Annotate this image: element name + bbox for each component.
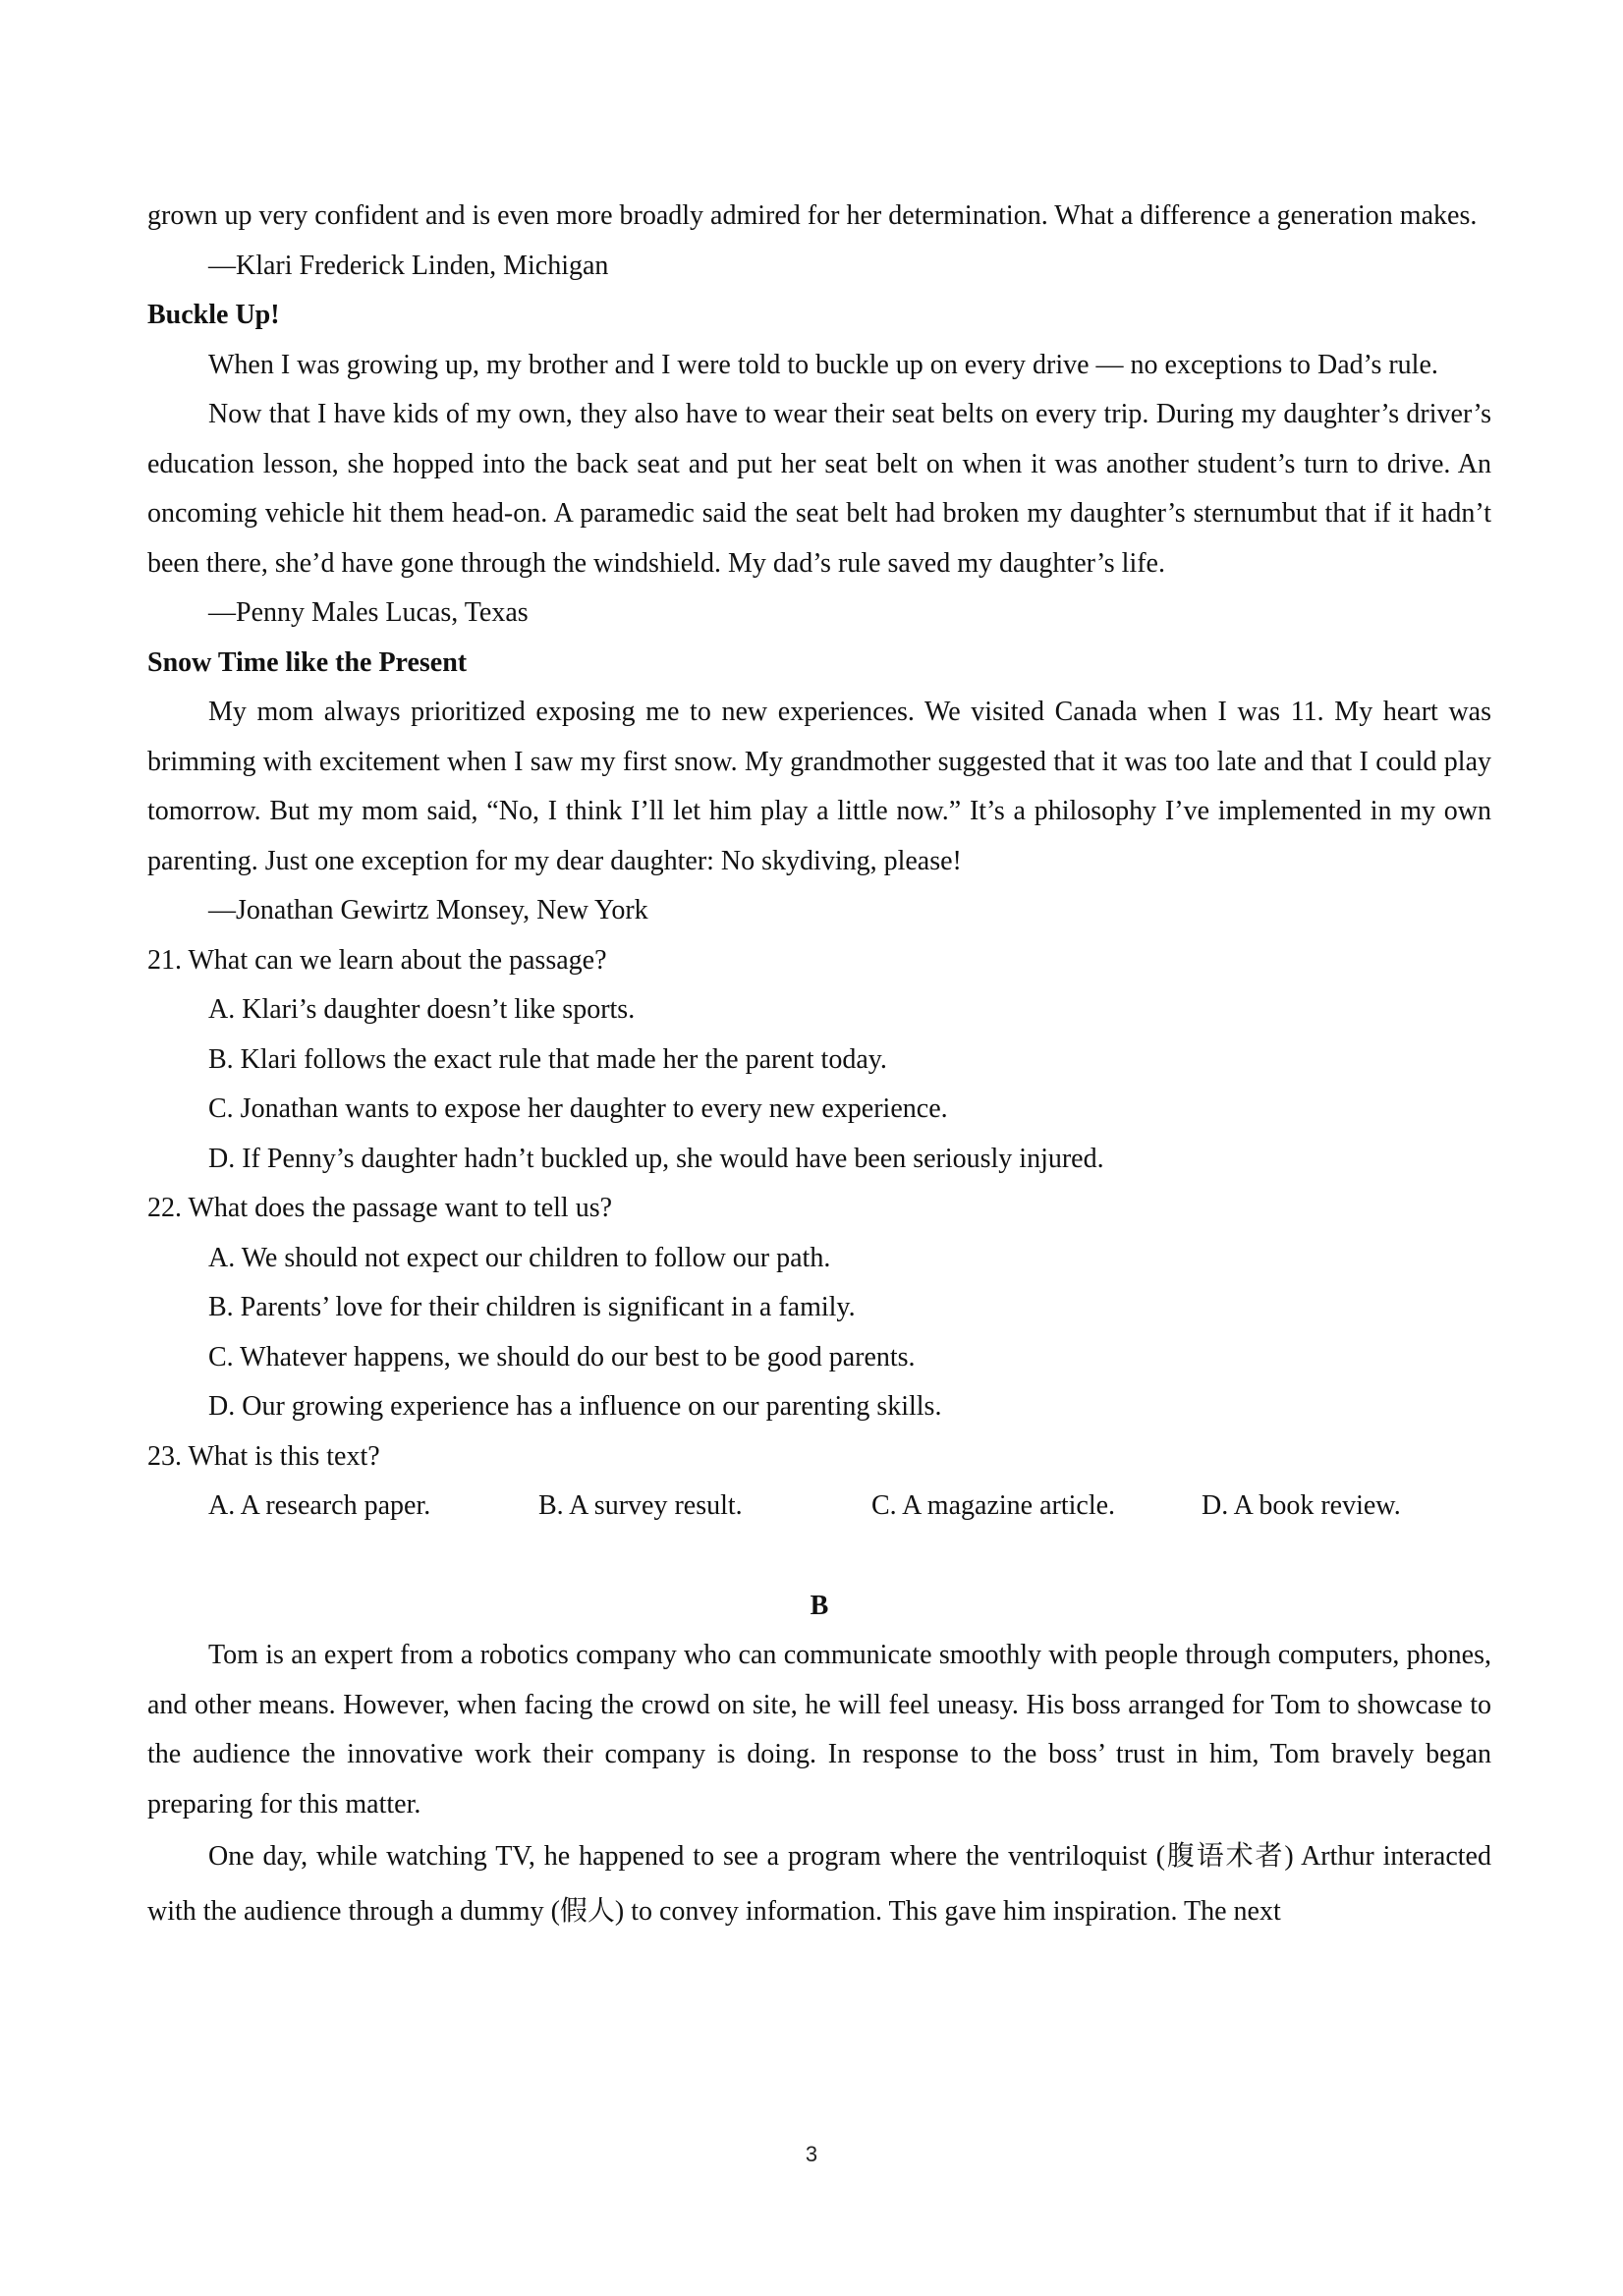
buckle-paragraph-2: Now that I have kids of my own, they also have to wear their seat belts on every trip. During my daughter’s driver’s education lesson, she hopped into the back seat and put her seat belt on when it was another student’s turn to drive. An oncoming vehicle hit them head-on. A paramedic said the seat belt had broken my daughter’s sternumbut that if it hadn’t been there, she’d have gone through the windshield. My dad’s rule saved my daughter’s life. [147,399,1491,579]
section-b-title: B [810,1590,829,1621]
question-21-option-d: D. If Penny’s daughter hadn’t buckled up, she would have been seriously injured. [208,1143,1104,1174]
story-title-buckle-up: Buckle Up! [147,300,280,330]
signature-jonathan: —Jonathan Gewirtz Monsey, New York [208,895,648,925]
continuation-paragraph: grown up very confident and is even more broadly admired for her determination. What a difference a generation makes. [147,200,1478,231]
signature-klari: —Klari Frederick Linden, Michigan [208,250,609,281]
question-23-options [147,1482,1491,1532]
question-22-option-a: A. We should not expect our children to follow our path. [208,1242,831,1273]
question-22-option-b: B. Parents’ love for their children is significant in a family. [208,1292,856,1322]
question-23-option-a: A. A research paper. [208,1490,431,1521]
signature-penny: —Penny Males Lucas, Texas [208,597,529,628]
question-23-option-d: D. A book review. [1202,1490,1401,1521]
question-22-option-d: D. Our growing experience has a influence on our parenting skills. [208,1391,942,1422]
page-content [147,192,1491,1939]
question-21-option-c: C. Jonathan wants to expose her daughter to every new experience. [208,1093,948,1124]
question-23: 23. What is this text? [147,1440,380,1472]
question-23-option-c: C. A magazine article. [871,1490,1116,1521]
buckle-paragraph-1: When I was growing up, my brother and I were told to buckle up on every drive — no exceptions to Dad’s rule. [208,349,1438,380]
page-number: 3 [805,2142,818,2166]
story-title-snow-time: Snow Time like the Present [147,646,468,678]
question-22: 22. What does the passage want to tell us? [147,1193,613,1223]
question-21-option-a: A. Klari’s daughter doesn’t like sports. [208,994,636,1025]
question-22-option-c: C. Whatever happens, we should do our best to be good parents. [208,1341,916,1372]
section-b-paragraph-1: Tom is an expert from a robotics company who can communicate smoothly with people through computers, phones, and other means. However, when facing the crowd on site, he will feel uneasy. His boss arranged for Tom to showcase to the audience the innovative work their company is doing. In response to the boss’ trust in him, Tom bravely began preparing for this matter. [147,1640,1491,1820]
section-b-paragraph-2: One day, while watching TV, he happened to see a program where the ventriloquist (腹语术者) Arthur interacted with the audience through a dummy (假人) to convey information. This gave him inspiration. The next [147,1841,1491,1927]
snow-paragraph-1: My mom always prioritized exposing me to new experiences. We visited Canada when I was 11. My heart was brimming with excitement when I saw my first snow. My grandmother suggested that it was too late and that I could play tomorrow. But my mom said, “No, I think I’ll let him play a little now.” It’s a philosophy I’ve implemented in my own parenting. Just one exception for my dear daughter: No skydiving, please! [147,697,1491,876]
question-23-option-b: B. A survey result. [538,1490,743,1521]
question-21: 21. What can we learn about the passage? [147,944,607,976]
question-21-option-b: B. Klari follows the exact rule that made her the parent today. [208,1043,887,1075]
